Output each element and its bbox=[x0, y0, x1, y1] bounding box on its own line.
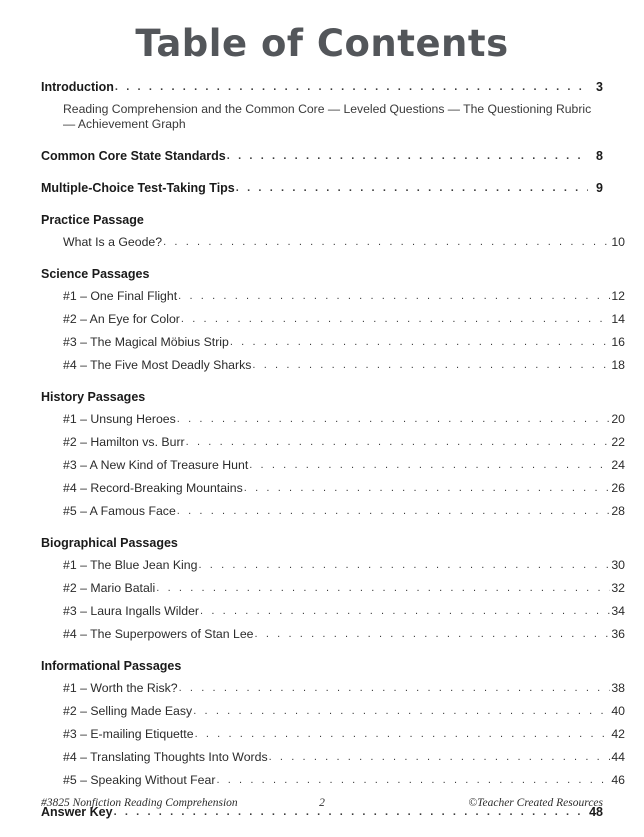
toc-entry[interactable] bbox=[63, 773, 625, 788]
toc-entry-label: Biographical Passages bbox=[41, 536, 178, 550]
toc-entry[interactable] bbox=[63, 358, 625, 373]
dot-leader bbox=[179, 681, 610, 695]
dot-leader bbox=[249, 458, 610, 472]
page-footer bbox=[41, 797, 603, 809]
toc-page-number: 22 bbox=[611, 435, 625, 449]
dot-leader bbox=[193, 704, 610, 718]
footer-publisher: ©Teacher Created Resources bbox=[468, 797, 603, 809]
toc-entry-label: Science Passages bbox=[41, 267, 150, 281]
toc-group bbox=[41, 390, 625, 519]
toc-entry[interactable] bbox=[63, 412, 625, 427]
toc-section-heading[interactable] bbox=[41, 80, 603, 95]
toc-section-description: Reading Comprehension and the Common Core — Leveled Questions — The Questioning Rubric — Achievement Graph bbox=[63, 102, 592, 131]
toc-group bbox=[41, 149, 603, 164]
toc-entry-label: #4 – The Superpowers of Stan Lee bbox=[63, 627, 254, 641]
toc-entry-label: #4 – Translating Thoughts Into Words bbox=[63, 750, 268, 764]
toc-section-heading[interactable] bbox=[41, 536, 603, 550]
toc-page-number: 30 bbox=[611, 558, 625, 572]
dot-leader bbox=[115, 80, 588, 94]
toc-page-number: 8 bbox=[596, 149, 603, 163]
toc-entry-label: #5 – A Famous Face bbox=[63, 504, 176, 518]
toc-entry[interactable] bbox=[63, 504, 625, 519]
toc-entry[interactable] bbox=[63, 750, 625, 765]
dot-leader bbox=[177, 504, 610, 518]
toc-page-number: 46 bbox=[611, 773, 625, 787]
toc-entry[interactable] bbox=[63, 704, 625, 719]
dot-leader bbox=[156, 581, 610, 595]
toc-page-number: 38 bbox=[611, 681, 625, 695]
toc-entry-label: #1 – One Final Flight bbox=[63, 289, 178, 303]
dot-leader bbox=[230, 335, 610, 349]
dot-leader bbox=[200, 604, 610, 618]
page-title: Table of Contents bbox=[135, 22, 509, 65]
toc-entry-label: #2 – Mario Batali bbox=[63, 581, 156, 595]
toc-entry-label: #3 – Laura Ingalls Wilder bbox=[63, 604, 200, 618]
toc-section-heading[interactable] bbox=[41, 181, 603, 196]
toc-page-number: 10 bbox=[611, 235, 625, 249]
dot-leader bbox=[198, 558, 610, 572]
toc-section-heading[interactable] bbox=[41, 390, 603, 404]
dot-leader bbox=[163, 235, 610, 249]
toc-entry-label: #2 – Hamilton vs. Burr bbox=[63, 435, 185, 449]
toc-entry[interactable] bbox=[63, 681, 625, 696]
dot-leader bbox=[255, 627, 610, 641]
toc-group bbox=[41, 80, 603, 132]
toc-entry[interactable] bbox=[63, 481, 625, 496]
toc-entry[interactable] bbox=[63, 289, 625, 304]
toc-entry-label: #1 – The Blue Jean King bbox=[63, 558, 198, 572]
toc-section-heading[interactable] bbox=[41, 149, 603, 164]
toc-entry[interactable] bbox=[63, 312, 625, 327]
toc-group bbox=[41, 267, 625, 373]
toc-page-number: 36 bbox=[611, 627, 625, 641]
toc-page-number: 9 bbox=[596, 181, 603, 195]
toc-entry-label: #5 – Speaking Without Fear bbox=[63, 773, 216, 787]
table-of-contents bbox=[0, 80, 644, 820]
toc-entry-label: #1 – Worth the Risk? bbox=[63, 681, 178, 695]
toc-group bbox=[41, 213, 625, 250]
toc-page-number: 40 bbox=[611, 704, 625, 718]
toc-page-number: 20 bbox=[611, 412, 625, 426]
dot-leader bbox=[244, 481, 610, 495]
toc-entry-label: #4 – The Five Most Deadly Sharks bbox=[63, 358, 252, 372]
toc-page-number: 16 bbox=[611, 335, 625, 349]
toc-group bbox=[41, 659, 625, 788]
toc-entry[interactable] bbox=[63, 581, 625, 596]
toc-entry-label: What Is a Geode? bbox=[63, 235, 163, 249]
toc-entry[interactable] bbox=[63, 727, 625, 742]
dot-leader bbox=[216, 773, 610, 787]
toc-entry[interactable] bbox=[63, 335, 625, 350]
toc-entry-label: Practice Passage bbox=[41, 213, 144, 227]
toc-entry-label: #3 – A New Kind of Treasure Hunt bbox=[63, 458, 249, 472]
toc-entry-label: #1 – Unsung Heroes bbox=[63, 412, 176, 426]
toc-page-number: 14 bbox=[611, 312, 625, 326]
footer-page-number: 2 bbox=[319, 797, 325, 809]
toc-page-number: 34 bbox=[611, 604, 625, 618]
toc-entry-label: #4 – Record-Breaking Mountains bbox=[63, 481, 243, 495]
toc-entry[interactable] bbox=[63, 235, 625, 250]
dot-leader bbox=[236, 181, 588, 195]
toc-page-number: 24 bbox=[611, 458, 625, 472]
toc-page-number: 3 bbox=[596, 80, 603, 94]
toc-entry-label: #3 – E-mailing Etiquette bbox=[63, 727, 194, 741]
toc-page-number: 32 bbox=[611, 581, 625, 595]
toc-entry-label: #2 – An Eye for Color bbox=[63, 312, 180, 326]
dot-leader bbox=[186, 435, 610, 449]
toc-section-heading[interactable] bbox=[41, 213, 603, 227]
toc-entry-label: #2 – Selling Made Easy bbox=[63, 704, 193, 718]
toc-entry[interactable] bbox=[63, 627, 625, 642]
toc-page-number: 18 bbox=[611, 358, 625, 372]
toc-page-number: 26 bbox=[611, 481, 625, 495]
dot-leader bbox=[177, 412, 610, 426]
toc-entry-label: #3 – The Magical Möbius Strip bbox=[63, 335, 229, 349]
dot-leader bbox=[178, 289, 610, 303]
toc-entry-label: Common Core State Standards bbox=[41, 149, 226, 163]
toc-page-number: 28 bbox=[611, 504, 625, 518]
toc-entry-label: Multiple-Choice Test-Taking Tips bbox=[41, 181, 235, 195]
footer-book-title: #3825 Nonfiction Reading Comprehension bbox=[41, 797, 238, 809]
toc-group bbox=[41, 181, 603, 196]
dot-leader bbox=[227, 149, 588, 163]
toc-page-number: 12 bbox=[611, 289, 625, 303]
toc-entry[interactable] bbox=[63, 558, 625, 573]
toc-entry[interactable] bbox=[63, 458, 625, 473]
toc-group bbox=[41, 536, 625, 642]
toc-page-number: 44 bbox=[611, 750, 625, 764]
toc-entry-label: Answer Key bbox=[41, 805, 113, 819]
dot-leader bbox=[195, 727, 610, 741]
toc-entry-label: Informational Passages bbox=[41, 659, 182, 673]
toc-entry-label: Introduction bbox=[41, 80, 114, 94]
dot-leader bbox=[269, 750, 610, 764]
toc-section-heading[interactable] bbox=[41, 267, 603, 281]
toc-entry[interactable] bbox=[63, 435, 625, 450]
toc-section-heading[interactable] bbox=[41, 659, 603, 673]
dot-leader bbox=[181, 312, 610, 326]
toc-page-number: 42 bbox=[611, 727, 625, 741]
toc-entry-label: History Passages bbox=[41, 390, 146, 404]
toc-entry[interactable] bbox=[63, 604, 625, 619]
toc-page-number: 48 bbox=[589, 805, 603, 819]
dot-leader bbox=[252, 358, 610, 372]
